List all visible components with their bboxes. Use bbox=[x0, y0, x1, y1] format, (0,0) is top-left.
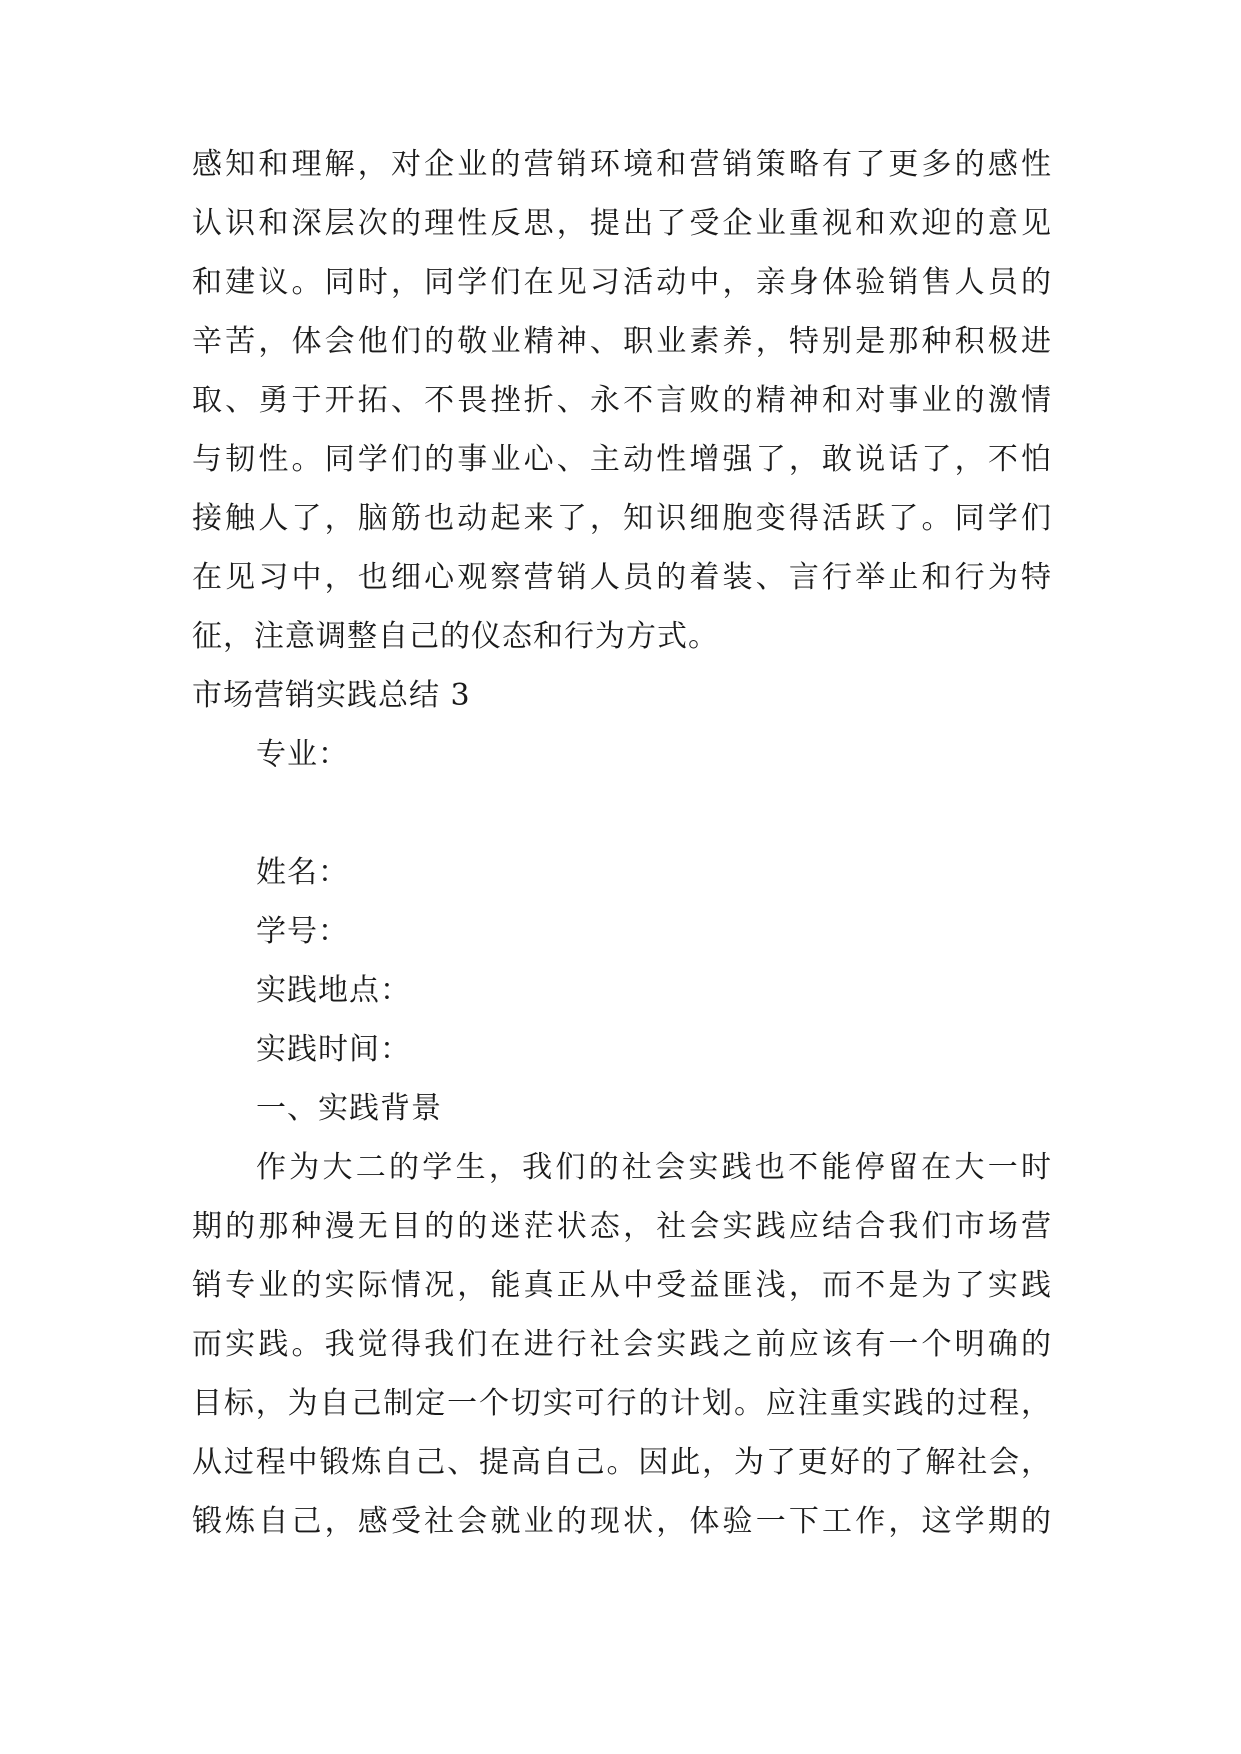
subheading: 一、实践背景 bbox=[256, 1091, 442, 1126]
paragraph-line: 目标，为自己制定一个切实可行的计划。应注重实践的过程， bbox=[192, 1386, 1052, 1421]
major-field-label: 专业： bbox=[256, 737, 349, 772]
location-field-label: 实践地点： bbox=[256, 973, 411, 1008]
paragraph-line: 在见习中，也细心观察营销人员的着装、言行举止和行为特 bbox=[192, 560, 1052, 595]
section-title: 市场营销实践总结 3 bbox=[192, 678, 471, 713]
paragraph-line: 取、勇于开拓、不畏挫折、永不言败的精神和对事业的激情 bbox=[192, 383, 1052, 418]
paragraph-line: 感知和理解，对企业的营销环境和营销策略有了更多的感性 bbox=[192, 147, 1052, 182]
paragraph-line: 接触人了，脑筋也动起来了，知识细胞变得活跃了。同学们 bbox=[192, 501, 1052, 536]
student-id-field-label: 学号： bbox=[256, 914, 349, 949]
paragraph-line: 期的那种漫无目的的迷茫状态，社会实践应结合我们市场营 bbox=[192, 1209, 1052, 1244]
paragraph-line: 而实践。我觉得我们在进行社会实践之前应该有一个明确的 bbox=[192, 1327, 1052, 1362]
paragraph-line: 辛苦，体会他们的敬业精神、职业素养，特别是那种积极进 bbox=[192, 324, 1052, 359]
paragraph-line: 销专业的实际情况，能真正从中受益匪浅，而不是为了实践 bbox=[192, 1268, 1052, 1303]
name-field-label: 姓名： bbox=[256, 855, 349, 890]
paragraph-line: 征，注意调整自己的仪态和行为方式。 bbox=[192, 619, 719, 654]
paragraph-line: 与韧性。同学们的事业心、主动性增强了，敢说话了，不怕 bbox=[192, 442, 1052, 477]
time-field-label: 实践时间： bbox=[256, 1032, 411, 1067]
paragraph-line: 和建议。同时，同学们在见习活动中，亲身体验销售人员的 bbox=[192, 265, 1052, 300]
paragraph-line: 锻炼自己，感受社会就业的现状，体验一下工作，这学期的 bbox=[192, 1504, 1052, 1539]
paragraph-line: 认识和深层次的理性反思，提出了受企业重视和欢迎的意见 bbox=[192, 206, 1052, 241]
paragraph-line: 从过程中锻炼自己、提高自己。因此，为了更好的了解社会， bbox=[192, 1445, 1052, 1480]
paragraph-line: 作为大二的学生，我们的社会实践也不能停留在大一时 bbox=[256, 1150, 1052, 1185]
